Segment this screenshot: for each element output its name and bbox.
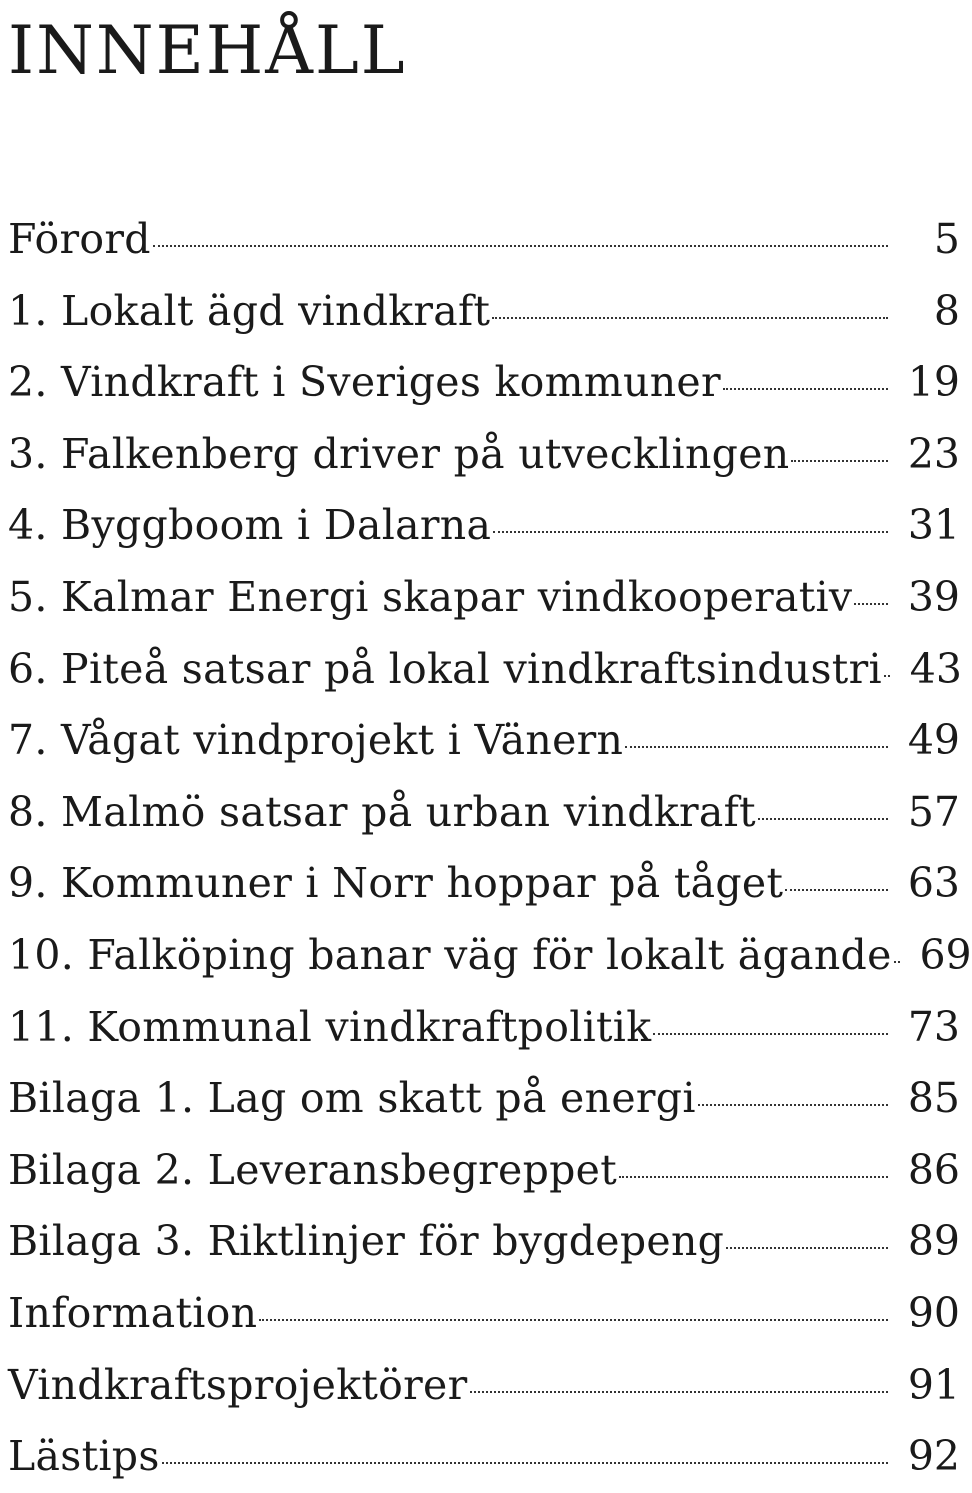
toc-entry[interactable] [8,276,960,348]
toc-entry-title: 11. Kommunal vindkraftpolitik [8,1002,652,1051]
toc-entry[interactable] [8,634,960,706]
toc-entry-title: 7. Vågat vindprojekt i Vänern [8,716,624,765]
toc-entry-page: 89 [907,1217,960,1266]
toc-entry[interactable] [8,347,960,419]
toc-entry-page: 86 [907,1145,960,1194]
toc-entry-title: Bilaga 3. Riktlinjer för bygdepeng [8,1217,725,1266]
toc-entry[interactable] [8,1350,960,1422]
toc-entry[interactable] [8,1206,960,1278]
toc-entry[interactable] [8,777,960,849]
toc-entry-page: 85 [907,1074,960,1123]
toc-entry-page: 57 [907,787,960,836]
toc-entry-page: 39 [907,572,960,621]
toc-entry[interactable] [8,1135,960,1207]
dot-leader [854,603,888,605]
toc-entry-page: 63 [907,859,960,908]
toc-entry-page: 90 [907,1288,960,1337]
dot-leader [884,675,890,677]
dot-leader [625,746,888,748]
toc-entry-page: 23 [907,429,960,478]
toc-entry-page: 43 [909,644,962,693]
toc-entry-page: 69 [919,930,972,979]
toc-entry-title: 1. Lokalt ägd vindkraft [8,286,491,335]
dot-leader [791,460,888,462]
toc-entry-title: 3. Falkenberg driver på utvecklingen [8,429,790,478]
toc-entry[interactable] [8,562,960,634]
dot-leader [758,818,888,820]
toc-entry-page: 8 [933,286,960,335]
dot-leader [723,388,888,390]
toc-entry-title: 6. Piteå satsar på lokal vindkraftsindustri [8,644,882,693]
toc-entry-title: 8. Malmö satsar på urban vindkraft [8,787,756,836]
dot-leader [259,1319,888,1321]
dot-leader [492,317,888,319]
toc-entry[interactable] [8,1063,960,1135]
dot-leader [470,1391,888,1393]
toc-entry-page: 19 [907,358,960,407]
toc-entry[interactable] [8,490,960,562]
dot-leader [698,1104,888,1106]
toc-entry-title: Bilaga 2. Leveransbegreppet [8,1145,618,1194]
toc-entry-page: 49 [907,716,960,765]
toc-entry-page: 31 [907,501,960,550]
dot-leader [726,1247,888,1249]
toc-entry-title: Förord [8,215,151,263]
toc-entry[interactable] [8,419,960,491]
toc-entry-title: 5. Kalmar Energi skapar vindkooperativ [8,572,853,621]
toc-entry[interactable] [8,1421,960,1493]
toc-entry-title: 4. Byggboom i Dalarna [8,501,492,550]
dot-leader [619,1176,888,1178]
toc-entry[interactable] [8,848,960,920]
dot-leader [653,1033,888,1035]
toc-entry[interactable] [8,204,960,276]
toc-entry-title: Information [8,1288,258,1337]
toc-entry-title: Lästips [8,1432,160,1481]
toc-entry-title: 2. Vindkraft i Sveriges kommuner [8,358,721,407]
dot-leader [162,1462,888,1464]
toc-entry-page: 92 [907,1432,960,1481]
toc-entry-title: Vindkraftsprojektörer [8,1360,468,1409]
toc-entry-page: 91 [907,1360,960,1409]
toc-entry-page: 73 [907,1002,960,1051]
dot-leader [894,961,900,963]
toc-entry-page: 5 [933,215,960,263]
toc-entry[interactable] [8,1278,960,1350]
toc-entry-title: 10. Falköping banar väg för lokalt ägande [8,930,892,979]
toc-entry[interactable] [8,992,960,1064]
toc-entry[interactable] [8,705,960,777]
dot-leader [493,531,888,533]
toc-entry-title: Bilaga 1. Lag om skatt på energi [8,1074,696,1123]
dot-leader [785,889,888,891]
table-of-contents [8,204,972,1493]
toc-entry-title: 9. Kommuner i Norr hoppar på tåget [8,859,784,908]
page-title: INNEHÅLL [8,12,407,89]
toc-entry[interactable] [8,920,972,992]
dot-leader [153,245,888,247]
